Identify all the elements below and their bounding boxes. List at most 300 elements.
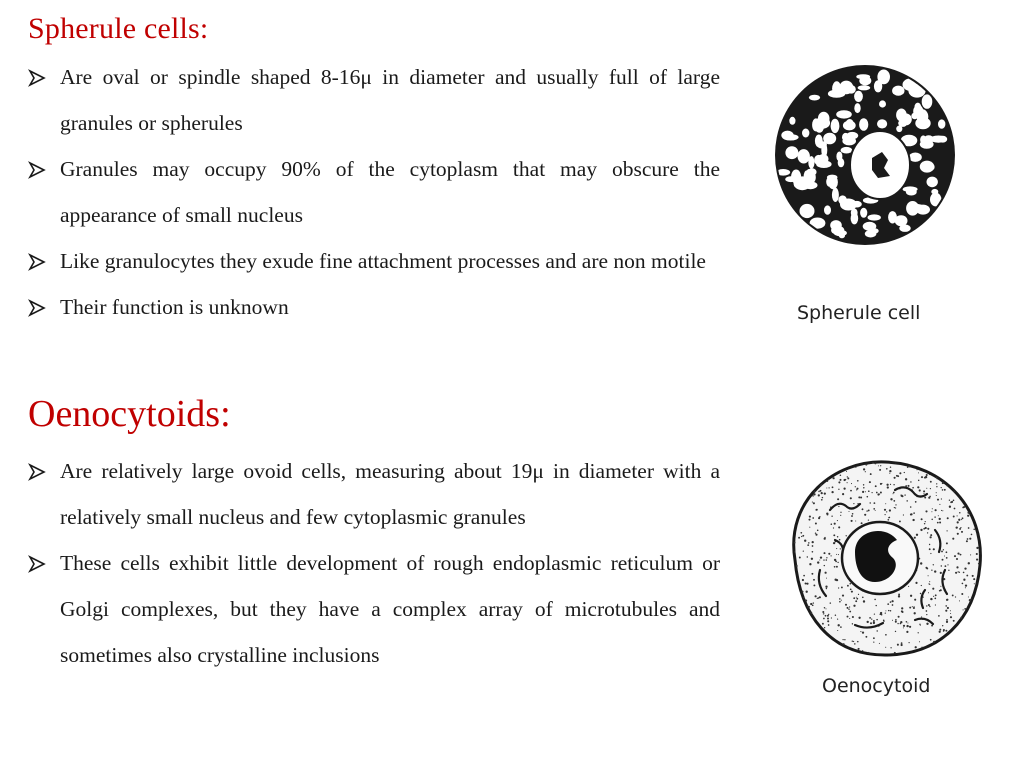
cytoplasm-stipple — [969, 645, 971, 647]
cytoplasm-stipple — [930, 534, 932, 536]
cytoplasm-stipple — [962, 583, 964, 585]
cytoplasm-stipple — [942, 510, 943, 511]
cytoplasm-stipple — [938, 515, 939, 516]
cytoplasm-stipple — [935, 509, 937, 511]
cytoplasm-stipple — [927, 651, 928, 652]
cytoplasm-stipple — [810, 651, 812, 653]
cytoplasm-stipple — [860, 496, 862, 498]
spherule-granule — [860, 208, 867, 218]
cytoplasm-stipple — [906, 631, 908, 633]
cytoplasm-stipple — [866, 657, 867, 658]
cytoplasm-stipple — [929, 474, 930, 475]
cytoplasm-stipple — [980, 493, 982, 495]
cytoplasm-stipple — [968, 562, 970, 564]
cytoplasm-stipple — [976, 654, 978, 656]
spherule-granule — [938, 119, 945, 128]
cytoplasm-stipple — [828, 624, 830, 626]
cytoplasm-stipple — [951, 466, 952, 467]
cytoplasm-stipple — [905, 458, 906, 459]
cytoplasm-stipple — [825, 615, 827, 617]
cytoplasm-stipple — [879, 469, 881, 471]
cytoplasm-stipple — [824, 607, 826, 609]
cytoplasm-stipple — [955, 572, 957, 574]
cytoplasm-stipple — [848, 608, 849, 609]
cytoplasm-stipple — [792, 607, 794, 609]
spherule-granule — [839, 233, 845, 238]
cytoplasm-stipple — [870, 473, 872, 475]
cytoplasm-stipple — [851, 483, 852, 484]
cytoplasm-stipple — [880, 483, 882, 485]
cytoplasm-stipple — [912, 519, 914, 521]
cytoplasm-stipple — [810, 472, 811, 473]
cytoplasm-stipple — [846, 471, 847, 472]
bullet-item — [28, 448, 720, 540]
cytoplasm-stipple — [929, 606, 930, 607]
cytoplasm-stipple — [885, 514, 886, 515]
cytoplasm-stipple — [927, 528, 929, 530]
cytoplasm-stipple — [804, 631, 806, 633]
cytoplasm-stipple — [970, 652, 972, 654]
cytoplasm-stipple — [806, 583, 808, 585]
cytoplasm-stipple — [979, 471, 980, 472]
cytoplasm-stipple — [951, 650, 953, 652]
cytoplasm-stipple — [939, 631, 941, 633]
cytoplasm-stipple — [821, 499, 823, 501]
cytoplasm-stipple — [973, 578, 975, 580]
cytoplasm-stipple — [963, 572, 965, 574]
cytoplasm-stipple — [977, 478, 979, 480]
cytoplasm-stipple — [870, 622, 872, 624]
cytoplasm-stipple — [983, 514, 985, 516]
cytoplasm-stipple — [880, 465, 881, 466]
oenocytoid-bullet-list — [28, 448, 720, 678]
cytoplasm-stipple — [857, 480, 859, 482]
cytoplasm-stipple — [894, 652, 896, 654]
cytoplasm-stipple — [839, 539, 841, 541]
cytoplasm-stipple — [818, 639, 820, 641]
cytoplasm-stipple — [849, 611, 851, 613]
arrow-bullet-icon — [28, 161, 46, 179]
cytoplasm-stipple — [901, 642, 903, 644]
cytoplasm-stipple — [862, 631, 864, 633]
cytoplasm-stipple — [883, 620, 885, 622]
spherule-cells-heading: Spherule cells: — [28, 12, 209, 45]
cytoplasm-stipple — [806, 591, 808, 593]
cytoplasm-stipple — [918, 472, 919, 473]
cytoplasm-stipple — [919, 641, 920, 642]
cytoplasm-stipple — [840, 479, 842, 481]
cytoplasm-stipple — [974, 650, 975, 651]
cytoplasm-stipple — [798, 537, 800, 539]
cytoplasm-stipple — [937, 646, 939, 648]
cytoplasm-stipple — [949, 500, 950, 501]
cytoplasm-stipple — [936, 654, 938, 656]
cytoplasm-stipple — [865, 491, 866, 492]
cytoplasm-stipple — [946, 645, 947, 646]
cytoplasm-stipple — [833, 542, 835, 544]
cytoplasm-stipple — [867, 621, 869, 623]
cytoplasm-stipple — [947, 485, 948, 486]
cytoplasm-stipple — [919, 624, 920, 625]
cytoplasm-stipple — [829, 460, 831, 462]
cytoplasm-stipple — [831, 491, 833, 493]
cytoplasm-stipple — [926, 614, 927, 615]
cytoplasm-stipple — [983, 521, 985, 523]
cytoplasm-stipple — [889, 473, 890, 474]
spherule-granule — [931, 189, 938, 195]
cytoplasm-stipple — [948, 479, 949, 480]
cytoplasm-stipple — [932, 464, 934, 466]
bullet-text: These cells exhibit little development of rough endoplasmic reticulum or Golgi complexes, but they have a complex array of microtubules and sometimes also crystalline inclusions — [60, 551, 720, 667]
cytoplasm-stipple — [790, 624, 791, 625]
cytoplasm-stipple — [885, 647, 886, 648]
cytoplasm-stipple — [966, 575, 968, 577]
cytoplasm-stipple — [845, 604, 847, 606]
spherule-granule — [836, 152, 842, 162]
cytoplasm-stipple — [915, 646, 917, 648]
cytoplasm-stipple — [898, 457, 900, 459]
cytoplasm-stipple — [815, 479, 816, 480]
cytoplasm-stipple — [983, 569, 985, 571]
cytoplasm-stipple — [946, 619, 948, 621]
cytoplasm-stipple — [815, 534, 817, 536]
cytoplasm-stipple — [820, 556, 822, 558]
spherule-granule — [851, 212, 859, 224]
cytoplasm-stipple — [976, 553, 978, 555]
cytoplasm-stipple — [890, 601, 892, 603]
cytoplasm-stipple — [946, 551, 948, 553]
cytoplasm-stipple — [805, 600, 807, 602]
cytoplasm-stipple — [979, 553, 980, 554]
cytoplasm-stipple — [812, 502, 813, 503]
cytoplasm-stipple — [961, 519, 962, 520]
cytoplasm-stipple — [953, 463, 955, 465]
spherule-granule — [809, 95, 820, 101]
cytoplasm-stipple — [890, 466, 891, 467]
cytoplasm-stipple — [812, 495, 813, 496]
cytoplasm-stipple — [962, 491, 964, 493]
cytoplasm-stipple — [858, 496, 860, 498]
cytoplasm-stipple — [849, 606, 850, 607]
cytoplasm-stipple — [879, 643, 880, 644]
cytoplasm-stipple — [982, 555, 984, 557]
cytoplasm-stipple — [876, 630, 877, 631]
cytoplasm-stipple — [862, 508, 864, 510]
cytoplasm-stipple — [933, 596, 934, 597]
cytoplasm-stipple — [810, 651, 812, 653]
cytoplasm-stipple — [831, 523, 833, 525]
cytoplasm-stipple — [791, 613, 793, 615]
cytoplasm-stipple — [978, 563, 980, 565]
cytoplasm-stipple — [886, 484, 888, 486]
cytoplasm-stipple — [843, 655, 845, 657]
cytoplasm-stipple — [821, 637, 823, 639]
cytoplasm-stipple — [832, 486, 834, 488]
cytoplasm-stipple — [933, 548, 935, 550]
cytoplasm-stipple — [910, 595, 912, 597]
cytoplasm-stipple — [939, 504, 940, 505]
cytoplasm-stipple — [924, 523, 925, 524]
cytoplasm-stipple — [930, 639, 932, 641]
cytoplasm-stipple — [905, 478, 907, 480]
cytoplasm-stipple — [843, 643, 845, 645]
cytoplasm-stipple — [791, 520, 792, 521]
cytoplasm-stipple — [931, 511, 932, 512]
cytoplasm-stipple — [938, 464, 940, 466]
cytoplasm-stipple — [837, 562, 838, 563]
cytoplasm-stipple — [818, 517, 820, 519]
cytoplasm-stipple — [869, 502, 870, 503]
cytoplasm-stipple — [811, 558, 813, 560]
cytoplasm-stipple — [967, 538, 969, 540]
cytoplasm-stipple — [827, 620, 829, 622]
cytoplasm-stipple — [847, 477, 849, 479]
cytoplasm-stipple — [824, 492, 826, 494]
cytoplasm-stipple — [944, 555, 945, 556]
cytoplasm-stipple — [790, 574, 791, 575]
cytoplasm-stipple — [966, 631, 968, 633]
cytoplasm-stipple — [978, 486, 980, 488]
cytoplasm-stipple — [834, 523, 836, 525]
spherule-cell-illustration — [760, 60, 970, 330]
cytoplasm-stipple — [878, 458, 880, 460]
cytoplasm-stipple — [836, 554, 837, 555]
cytoplasm-stipple — [847, 653, 849, 655]
cytoplasm-stipple — [860, 631, 861, 632]
spherule-granule — [789, 117, 795, 125]
spherule-granule — [854, 91, 863, 102]
cytoplasm-stipple — [831, 471, 832, 472]
cytoplasm-stipple — [952, 652, 953, 653]
arrow-bullet-icon — [28, 253, 46, 271]
cytoplasm-stipple — [862, 597, 864, 599]
spherule-granule — [841, 147, 853, 154]
cytoplasm-stipple — [837, 520, 838, 521]
spherule-granule — [802, 129, 809, 138]
spherule-granule — [781, 131, 793, 140]
cytoplasm-stipple — [979, 508, 980, 509]
cytoplasm-stipple — [966, 472, 967, 473]
cytoplasm-stipple — [978, 629, 979, 630]
cytoplasm-stipple — [797, 632, 799, 634]
cytoplasm-stipple — [920, 458, 921, 459]
cytoplasm-stipple — [830, 653, 832, 655]
cytoplasm-stipple — [945, 630, 947, 632]
cytoplasm-stipple — [962, 517, 964, 519]
cytoplasm-stipple — [802, 591, 804, 593]
cytoplasm-stipple — [894, 477, 896, 479]
cytoplasm-stipple — [940, 586, 941, 587]
spherule-granule — [874, 80, 882, 92]
cytoplasm-stipple — [847, 655, 849, 657]
cytoplasm-stipple — [895, 631, 896, 632]
cytoplasm-stipple — [886, 511, 887, 512]
cytoplasm-stipple — [918, 480, 919, 481]
cytoplasm-stipple — [803, 575, 805, 577]
cytoplasm-stipple — [883, 459, 885, 461]
cytoplasm-stipple — [965, 584, 967, 586]
cytoplasm-stipple — [953, 500, 955, 502]
cytoplasm-stipple — [798, 463, 799, 464]
cytoplasm-stipple — [832, 477, 834, 479]
cytoplasm-stipple — [903, 461, 904, 462]
cytoplasm-stipple — [915, 501, 917, 503]
cytoplasm-stipple — [952, 594, 954, 596]
cytoplasm-stipple — [831, 617, 832, 618]
cytoplasm-stipple — [921, 476, 923, 478]
cytoplasm-stipple — [858, 617, 860, 619]
cytoplasm-stipple — [792, 463, 794, 465]
cytoplasm-stipple — [826, 488, 827, 489]
cytoplasm-stipple — [913, 512, 915, 514]
cytoplasm-stipple — [958, 519, 960, 521]
cytoplasm-stipple — [976, 559, 978, 561]
cytoplasm-stipple — [853, 641, 854, 642]
cytoplasm-stipple — [972, 631, 973, 632]
cytoplasm-stipple — [956, 566, 958, 568]
cytoplasm-stipple — [824, 565, 825, 566]
cytoplasm-stipple — [807, 544, 809, 546]
cytoplasm-stipple — [816, 639, 818, 641]
cytoplasm-stipple — [796, 649, 798, 651]
cytoplasm-stipple — [909, 607, 911, 609]
arrow-bullet-icon — [28, 555, 46, 573]
cytoplasm-stipple — [865, 471, 866, 472]
cytoplasm-stipple — [903, 627, 904, 628]
cytoplasm-stipple — [862, 491, 864, 493]
cytoplasm-stipple — [818, 652, 819, 653]
cytoplasm-stipple — [973, 529, 975, 531]
cytoplasm-stipple — [827, 645, 829, 647]
cytoplasm-stipple — [801, 536, 802, 537]
cytoplasm-stipple — [963, 506, 965, 508]
cytoplasm-stipple — [965, 587, 966, 588]
cytoplasm-stipple — [857, 461, 858, 462]
spherule-granule — [877, 119, 887, 128]
cytoplasm-stipple — [920, 529, 922, 531]
cytoplasm-stipple — [888, 610, 889, 611]
cytoplasm-stipple — [950, 501, 952, 503]
cytoplasm-stipple — [957, 515, 958, 516]
cytoplasm-stipple — [904, 494, 905, 495]
cytoplasm-stipple — [868, 490, 870, 492]
cytoplasm-stipple — [941, 498, 942, 499]
cytoplasm-stipple — [932, 508, 933, 509]
cytoplasm-stipple — [806, 618, 808, 620]
cytoplasm-stipple — [943, 549, 944, 550]
cytoplasm-stipple — [954, 484, 955, 485]
cytoplasm-stipple — [946, 621, 948, 623]
cytoplasm-stipple — [899, 520, 901, 522]
cytoplasm-stipple — [980, 641, 981, 642]
cytoplasm-stipple — [945, 610, 947, 612]
cytoplasm-stipple — [921, 647, 922, 648]
spherule-granule — [863, 222, 877, 231]
cytoplasm-stipple — [939, 518, 941, 520]
cytoplasm-stipple — [947, 517, 949, 519]
cytoplasm-stipple — [838, 506, 839, 507]
cytoplasm-stipple — [801, 494, 803, 496]
cytoplasm-stipple — [852, 513, 854, 515]
cytoplasm-stipple — [953, 516, 955, 518]
cytoplasm-stipple — [939, 522, 941, 524]
cytoplasm-stipple — [799, 655, 800, 656]
cytoplasm-stipple — [814, 486, 816, 488]
cytoplasm-stipple — [855, 467, 856, 468]
cytoplasm-stipple — [813, 579, 815, 581]
cytoplasm-stipple — [939, 629, 941, 631]
cytoplasm-stipple — [974, 618, 976, 620]
cytoplasm-stipple — [925, 510, 927, 512]
cytoplasm-stipple — [803, 621, 805, 623]
cytoplasm-stipple — [812, 604, 814, 606]
spherule-granule — [836, 110, 852, 118]
cytoplasm-stipple — [935, 604, 936, 605]
cytoplasm-stipple — [969, 538, 971, 540]
cytoplasm-stipple — [885, 612, 886, 613]
cytoplasm-stipple — [983, 521, 985, 523]
cytoplasm-stipple — [855, 600, 857, 602]
cytoplasm-stipple — [795, 501, 797, 503]
cytoplasm-stipple — [912, 487, 914, 489]
cytoplasm-stipple — [933, 564, 934, 565]
cytoplasm-stipple — [967, 515, 969, 517]
cytoplasm-stipple — [863, 484, 864, 485]
cytoplasm-stipple — [840, 474, 842, 476]
cytoplasm-stipple — [982, 615, 984, 617]
cytoplasm-stipple — [946, 530, 947, 531]
cytoplasm-stipple — [826, 588, 827, 589]
cytoplasm-stipple — [906, 625, 908, 627]
cytoplasm-stipple — [875, 510, 876, 511]
spherule-granule — [896, 109, 907, 122]
cytoplasm-stipple — [795, 645, 796, 646]
cytoplasm-stipple — [915, 657, 916, 658]
cytoplasm-stipple — [856, 597, 857, 598]
cytoplasm-stipple — [926, 474, 928, 476]
cytoplasm-stipple — [840, 626, 842, 628]
cytoplasm-stipple — [826, 650, 827, 651]
cytoplasm-stipple — [952, 538, 954, 540]
arrow-bullet-icon — [28, 69, 46, 87]
cytoplasm-stipple — [790, 544, 792, 546]
cytoplasm-stipple — [864, 514, 866, 516]
cytoplasm-stipple — [837, 630, 838, 631]
cytoplasm-stipple — [968, 527, 970, 529]
cytoplasm-stipple — [946, 542, 948, 544]
cytoplasm-stipple — [921, 518, 923, 520]
bullet-item — [28, 238, 720, 284]
cytoplasm-stipple — [823, 618, 825, 620]
cytoplasm-stipple — [949, 506, 951, 508]
cytoplasm-stipple — [811, 649, 813, 651]
spherule-granule — [938, 136, 947, 143]
cytoplasm-stipple — [907, 622, 908, 623]
cytoplasm-stipple — [874, 599, 876, 601]
cytoplasm-stipple — [919, 463, 921, 465]
cytoplasm-stipple — [976, 547, 978, 549]
cytoplasm-stipple — [838, 526, 840, 528]
cytoplasm-stipple — [937, 499, 939, 501]
spherule-granule — [868, 214, 881, 220]
cytoplasm-stipple — [981, 649, 983, 651]
cytoplasm-stipple — [960, 554, 962, 556]
cytoplasm-stipple — [942, 482, 944, 484]
cytoplasm-stipple — [850, 497, 852, 499]
cytoplasm-stipple — [836, 548, 837, 549]
spherule-granule — [818, 112, 830, 126]
cytoplasm-stipple — [961, 651, 962, 652]
